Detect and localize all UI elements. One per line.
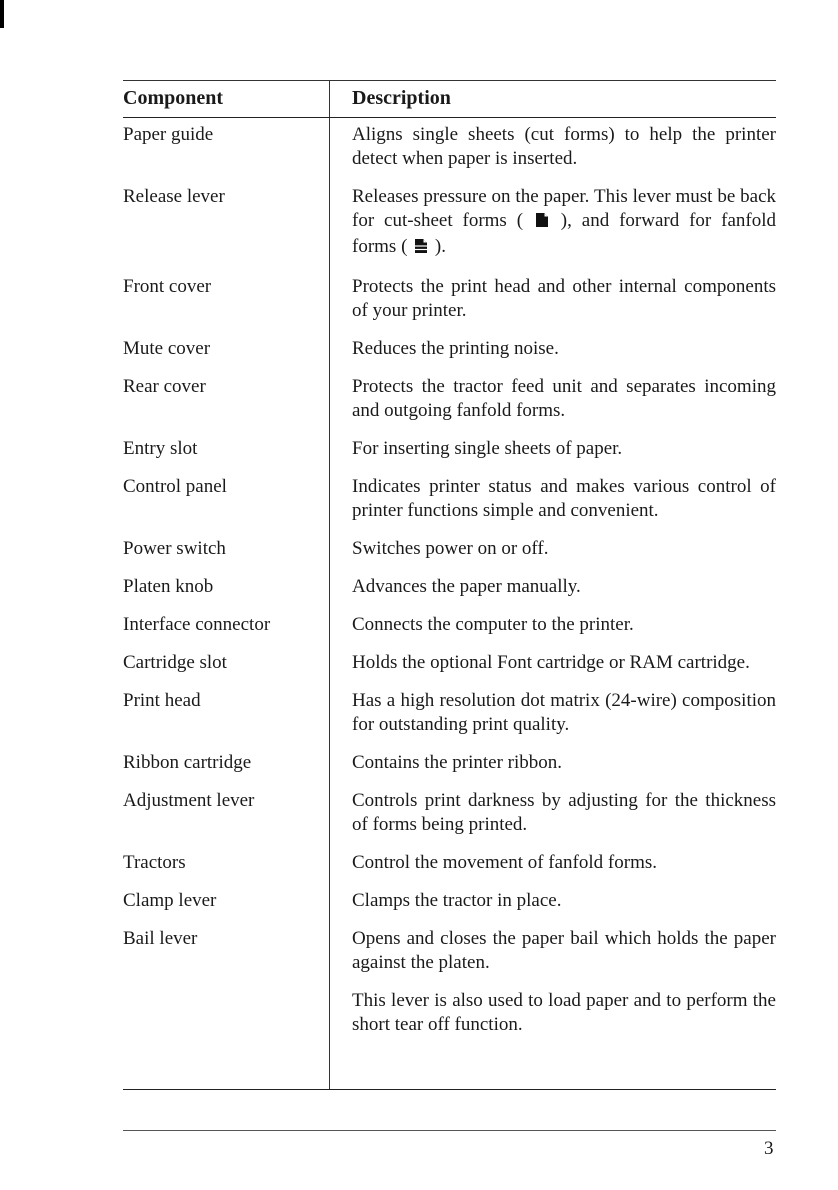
component-description: Protects the tractor feed unit and separates incoming and outgoing fanfold forms. bbox=[352, 376, 776, 421]
footer-rule bbox=[123, 1130, 776, 1131]
table-row bbox=[123, 475, 776, 523]
component-description bbox=[352, 185, 776, 261]
table-row bbox=[123, 751, 776, 775]
component-description: Opens and closes the paper bail which holds the paper against the platen. bbox=[352, 928, 776, 973]
component-name: Mute cover bbox=[123, 338, 211, 359]
table-row bbox=[123, 437, 776, 461]
component-name: Ribbon cartridge bbox=[123, 752, 252, 773]
cut-sheet-form-icon bbox=[535, 211, 549, 235]
table-row bbox=[123, 851, 776, 875]
page-number: 3 bbox=[764, 1138, 774, 1159]
table-row bbox=[123, 575, 776, 599]
table-row bbox=[123, 927, 776, 975]
component-name: Interface connector bbox=[123, 614, 271, 635]
header-description: Description bbox=[352, 87, 451, 109]
table-row bbox=[123, 185, 776, 261]
table-header bbox=[123, 80, 776, 118]
description-part: Releases pressure on the paper. This lever must be back for cut-sheet forms ( bbox=[352, 186, 776, 231]
description-part: ), and forward for fanfold forms ( bbox=[352, 210, 776, 257]
header-rule bbox=[123, 117, 776, 118]
component-description: Switches power on or off. bbox=[352, 538, 549, 559]
component-description: This lever is also used to load paper and to perform the short tear off function. bbox=[352, 990, 776, 1035]
table-row bbox=[123, 789, 776, 837]
component-name: Clamp lever bbox=[123, 890, 217, 911]
component-name: Rear cover bbox=[123, 376, 206, 397]
table-row bbox=[123, 651, 776, 675]
description-part: ). bbox=[430, 236, 446, 257]
component-name: Release lever bbox=[123, 186, 225, 207]
component-description: Control the movement of fanfold forms. bbox=[352, 852, 657, 873]
table-row bbox=[123, 689, 776, 737]
component-description: Controls print darkness by adjusting for the thickness of forms being printed. bbox=[352, 790, 776, 835]
component-description: Has a high resolution dot matrix (24-wire) composition for outstanding print quality. bbox=[352, 690, 776, 735]
component-name: Control panel bbox=[123, 476, 227, 497]
component-description: Clamps the tractor in place. bbox=[352, 890, 562, 911]
component-name: Bail lever bbox=[123, 928, 198, 949]
component-description: Protects the print head and other internal components of your printer. bbox=[352, 276, 776, 321]
table-row bbox=[123, 375, 776, 423]
component-name: Platen knob bbox=[123, 576, 214, 597]
component-name: Entry slot bbox=[123, 438, 198, 459]
scan-edge-mark bbox=[0, 0, 4, 28]
component-description: Aligns single sheets (cut forms) to help the printer detect when paper is inserted. bbox=[352, 124, 776, 169]
table-body bbox=[123, 123, 776, 1051]
table-row bbox=[123, 537, 776, 561]
component-description: Contains the printer ribbon. bbox=[352, 752, 563, 773]
component-name: Front cover bbox=[123, 276, 212, 297]
component-name: Adjustment lever bbox=[123, 790, 255, 811]
component-name: Cartridge slot bbox=[123, 652, 227, 673]
component-description: Advances the paper manually. bbox=[352, 576, 581, 597]
component-description: Reduces the printing noise. bbox=[352, 338, 559, 359]
table-row bbox=[123, 337, 776, 361]
component-description: Indicates printer status and makes various control of printer functions simple and convenient. bbox=[352, 476, 776, 521]
table-bottom-rule bbox=[123, 1089, 776, 1090]
table-row bbox=[123, 613, 776, 637]
component-description: For inserting single sheets of paper. bbox=[352, 438, 623, 459]
component-description: Connects the computer to the printer. bbox=[352, 614, 634, 635]
component-name: Power switch bbox=[123, 538, 226, 559]
component-name: Print head bbox=[123, 690, 201, 711]
component-name: Tractors bbox=[123, 852, 186, 873]
component-name: Paper guide bbox=[123, 124, 214, 145]
table-row bbox=[123, 275, 776, 323]
table-row bbox=[123, 989, 776, 1037]
table-row bbox=[123, 123, 776, 171]
table-row bbox=[123, 889, 776, 913]
fanfold-form-icon bbox=[414, 237, 428, 261]
header-component: Component bbox=[123, 87, 224, 109]
component-description: Holds the optional Font cartridge or RAM cartridge. bbox=[352, 652, 750, 673]
